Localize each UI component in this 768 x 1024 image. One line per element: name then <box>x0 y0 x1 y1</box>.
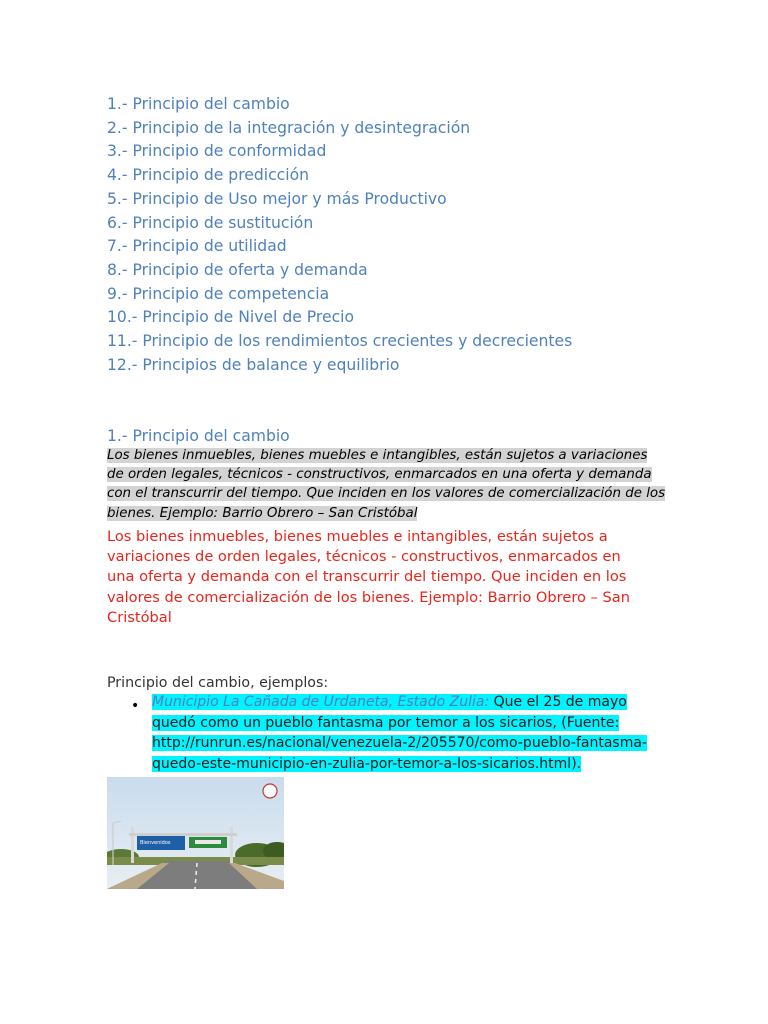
red-paragraph: Los bienes inmuebles, bienes muebles e intangibles, están sujetos a variaciones de orden legales, técnicos - constructivos, enmarcados en una oferta y demanda con el transcurrir del tiempo. Que inciden en los valores de comercialización de los bienes. Ejemplo: Barrio Obrero – San Cristóbal <box>107 528 630 626</box>
example-bullet <box>152 692 652 774</box>
list-item: 1.- Principio del cambio <box>107 95 290 113</box>
section-heading: 1.- Principio del cambio <box>107 427 290 445</box>
list-item: 9.- Principio de competencia <box>107 284 330 303</box>
sign-text: Bienvenidos <box>140 840 171 846</box>
place-name: Municipio La Cañada de Urdaneta, Estado Zulia: <box>152 694 490 710</box>
list-item: 11.- Principio de los rendimientos crecientes y decrecientes <box>107 332 573 351</box>
sign-pole <box>230 827 233 863</box>
example-text: Que el 25 de mayo quedó como un pueblo fantasma por temor a los sicarios, (Fuente: http://runrun.es/nacional/venezuela-2/205570/como-pueblo-fantasma-quedo-este-municipio-en-zulia-por-temor-a-los-sicarios.html). <box>152 694 647 772</box>
list-item: 12.- Principios de balance y equilibrio <box>107 355 400 374</box>
road-sign-photo <box>107 777 284 889</box>
highlighted-paragraph <box>107 446 667 523</box>
green-sign-text <box>195 840 221 844</box>
list-item: 7.- Principio de utilidad <box>107 237 287 256</box>
gantry-beam <box>129 833 237 836</box>
sign-pole <box>131 827 134 863</box>
bullet-icon: • <box>131 698 140 714</box>
cyan-highlight <box>152 694 647 772</box>
list-item: 10.- Principio de Nivel de Precio <box>107 308 355 327</box>
list-item: 2.- Principio de la integración y desintegración <box>107 118 471 137</box>
list-item: 4.- Principio de predicción <box>107 166 309 185</box>
list-item: 5.- Principio de Uso mejor y más Productivo <box>107 189 447 208</box>
principles-list <box>107 93 572 377</box>
list-item: 8.- Principio de oferta y demanda <box>107 260 368 279</box>
list-item: 3.- Principio de conformidad <box>107 142 327 161</box>
examples-heading: Principio del cambio, ejemplos: <box>107 675 329 691</box>
gray-highlight-text: Los bienes inmuebles, bienes muebles e intangibles, están sujetos a variaciones de orden legales, técnicos - constructivos, enmarcados en una oferta y demanda con el transcurrir del tiempo. Que inciden en los valores de comercialización de los bienes. Ejemplo: Barrio Obrero – San Cristóbal <box>107 448 666 521</box>
photo-image <box>107 777 284 889</box>
list-item: 6.- Principio de sustitución <box>107 213 314 232</box>
watermark-logo <box>263 784 277 798</box>
